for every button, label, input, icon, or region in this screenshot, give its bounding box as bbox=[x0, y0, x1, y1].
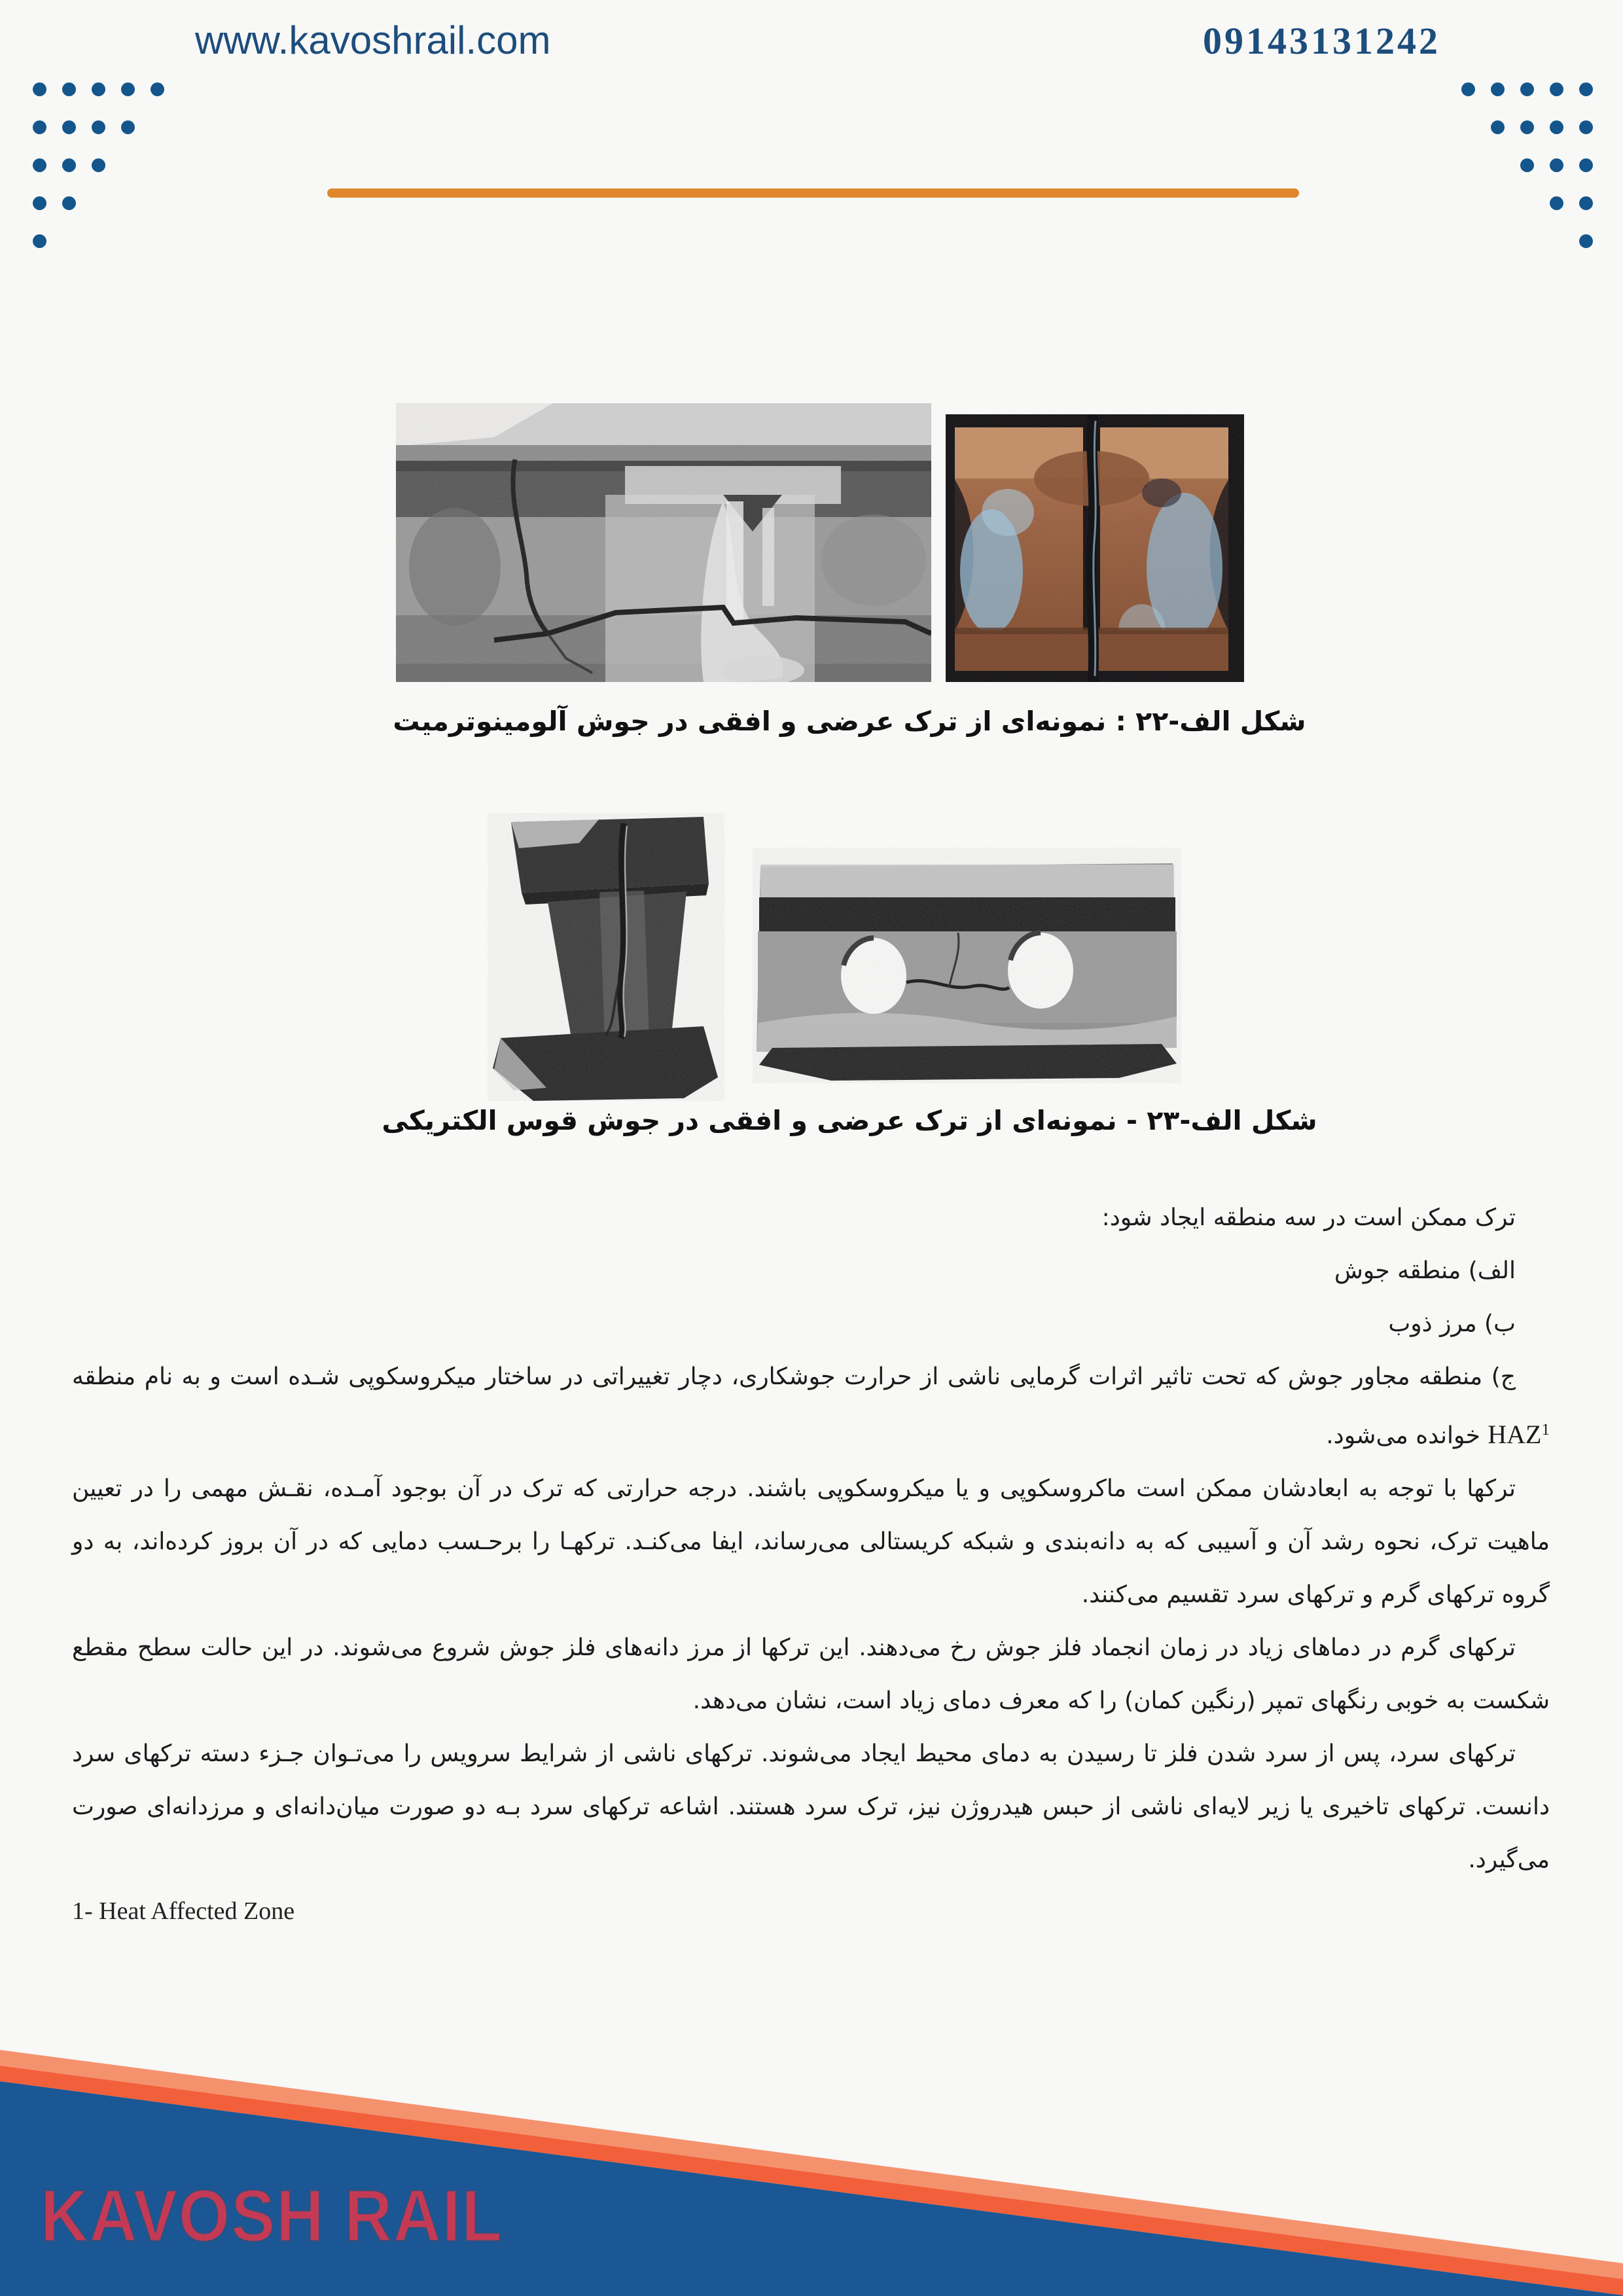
fig23-photo-rail-side-crack bbox=[488, 813, 724, 1101]
list-item-c bbox=[72, 1350, 1550, 1462]
paragraph-intro: ترک ممکن است در سه منطقه ایجاد شود: bbox=[1101, 1204, 1516, 1231]
item-c-text-before: ج) منطقه مجاور جوش که تحت تاثیر اثرات گرمایی ناشی از حرارت جوشکاری، دچار تغییراتی در ساختار میکروسکوپی شـده است و به نام منطقه bbox=[72, 1363, 1516, 1390]
fig22-photo-rail-cross-section-crack bbox=[946, 414, 1244, 682]
website-url: www.kavoshrail.com bbox=[195, 18, 551, 62]
haz-term: HAZ bbox=[1488, 1420, 1542, 1449]
footnote: 1- Heat Affected Zone bbox=[72, 1897, 295, 1925]
fig22-caption: شکل الف-۲۲ : نمونه‌ای از ترک عرضی و افقی در جوش آلومینوترمیت bbox=[393, 706, 1306, 737]
dot-pattern-right-decoration bbox=[1461, 82, 1593, 272]
body-text bbox=[72, 1191, 1550, 1927]
fig23-photo-rail-web-holes-crack bbox=[753, 848, 1181, 1083]
fig23-caption: شکل الف-۲۳ - نمونه‌ای از ترک عرضی و افقی در جوش قوس الکتریکی bbox=[382, 1105, 1317, 1136]
haz-footnote-ref: 1 bbox=[1541, 1421, 1550, 1439]
fig22-photo-thermite-weld-crack bbox=[396, 403, 931, 682]
paragraph-crack-dimensions: ترکها با توجه به ابعادشان ممکن است ماکروسکوپی و یا میکروسکوپی باشند. درجه حرارتی که ترک در آن بوجود آمـده، نقـش مهمی را در تعیین ماهیت ترک، نحوه رشد آن و آسیبی که به دانه‌بندی و شبکه کریستالی می‌رساند، ایفا می‌کنـد. ترکهـا را برحـسب دمایی که در آن بروز کرده‌اند، به دو گروه ترکهای گرم و ترکهای سرد تقسیم می‌کنند. bbox=[72, 1475, 1550, 1608]
list-item-a: الف) منطقه جوش bbox=[1334, 1257, 1516, 1284]
brand-logo-text: KAVOSH RAIL bbox=[41, 2175, 503, 2257]
phone-number: 09143131242 bbox=[1203, 20, 1440, 62]
paragraph-cold-cracks: ترکهای سرد، پس از سرد شدن فلز تا رسیدن به دمای محیط ایجاد می‌شوند. ترکهای ناشی از شرایط سرویس را می‌تـوان جـزء دسته ترکهای سرد دانست. ترکهای تاخیری یا زیر لایه‌ای ناشی از حبس هیدروژن نیز، ترک سرد هستند. اشاعه ترکهای سرد بـه دو صورت میان‌دانه‌ای و مرزدانه‌ای صورت می‌گیرد. bbox=[72, 1740, 1550, 1873]
item-c-text-after: خوانده می‌شود. bbox=[1326, 1422, 1488, 1449]
orange-divider-line bbox=[327, 188, 1299, 198]
dot-pattern-left-decoration bbox=[33, 82, 164, 272]
list-item-b: ب) مرز ذوب bbox=[1388, 1310, 1516, 1337]
paragraph-hot-cracks: ترکهای گرم در دماهای زیاد در زمان انجماد فلز جوش رخ می‌دهند. این ترکها از مرز دانه‌های فلز جوش شروع می‌شوند. در این حالت سطح مقطع شکست به خوبی رنگهای تمپر (رنگین کمان) را که معرف دمای زیاد است، نشان می‌دهد. bbox=[72, 1634, 1550, 1714]
